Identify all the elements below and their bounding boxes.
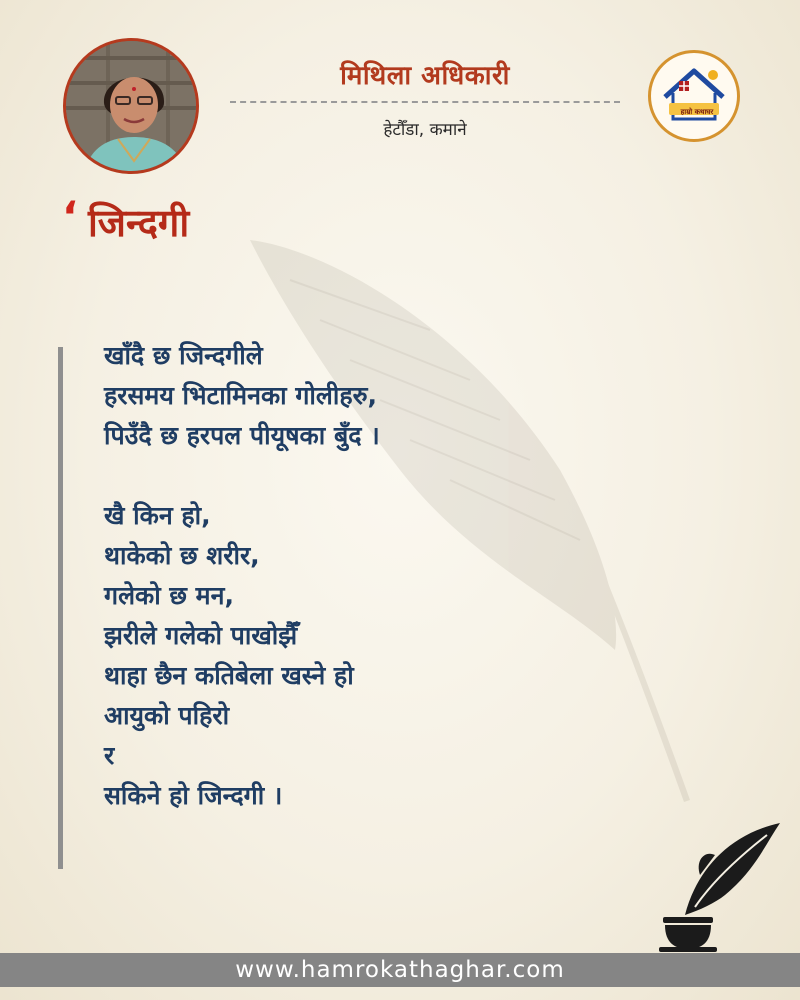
author-photo (63, 38, 199, 174)
stanza (104, 496, 380, 816)
poem-line: पिउँदै छ हरपल पीयूषका बुँद । (104, 421, 380, 450)
poem-line: सकिने हो जिन्दगी । (104, 781, 283, 810)
poem-line: खाँदै छ जिन्दगीले (104, 341, 263, 370)
poem-line: खै किन हो, (104, 501, 211, 530)
house-logo-icon (648, 50, 740, 142)
poem-line: थाहा छैन कतिबेला खस्ने हो (104, 661, 354, 690)
poem-line: झरीले गलेको पाखोझैँ (104, 621, 298, 650)
website-footer[interactable]: www.hamrokathaghar.com (0, 953, 800, 987)
poem-body (104, 336, 380, 816)
quill-inkpot-icon (655, 815, 785, 955)
poem-line: र (104, 741, 115, 770)
stanza (104, 336, 380, 456)
quote-mark: ‘ (62, 192, 78, 241)
poem-line: थाकेको छ शरीर, (104, 541, 260, 570)
poem-line: हरसमय भिटामिनका गोलीहरु, (104, 381, 378, 410)
poem-line: आयुको पहिरो (104, 701, 230, 730)
poem-line: गलेको छ मन, (104, 581, 234, 610)
poem-heading (62, 192, 190, 248)
poem-side-bar (58, 347, 63, 869)
header-divider (230, 101, 620, 103)
logo-text: हाम्रो कथाघर (680, 108, 714, 116)
author-name: मिथिला अधिकारी (340, 61, 510, 91)
author-location: हेटौँडा, कमाने (383, 120, 467, 140)
poem-title: जिन्दगी (87, 201, 190, 245)
